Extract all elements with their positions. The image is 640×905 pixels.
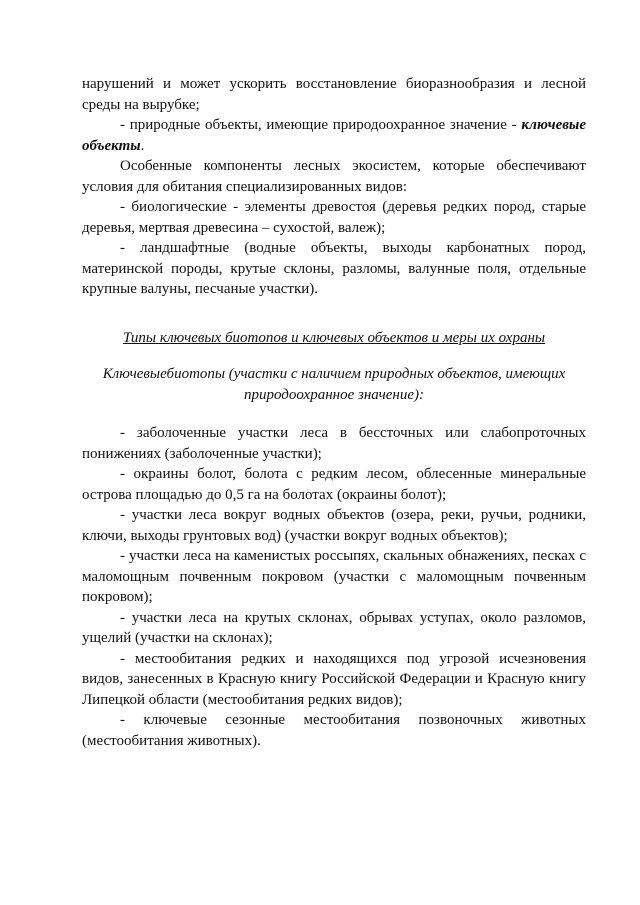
list-item: - местообитания редких и находящихся под угрозой исчезновения видов, занесенных в Красную книгу Российской Федерации и Красную книгу Липецкой области (местообитания редких видов); xyxy=(82,650,586,708)
list-item: - участки леса на каменистых россыпях, скальных обнажениях, песках с маломощным почвенным покровом (участки с маломощным почвенным покровом); xyxy=(82,548,586,605)
list-item: - окраины болот, болота с редким лесом, облесенные минеральные острова площадью до 0,5 га на болотах (окраины болот); xyxy=(82,466,586,503)
biotope-list xyxy=(82,423,586,751)
paragraph-continuation: нарушений и может ускорить восстановление биоразнообразия и лесной среды на вырубке; xyxy=(82,76,586,113)
paragraph-landscape: - ландшафтные (водные объекты, выходы карбонатных пород, материнской породы, крутые склоны, разломы, валунные поля, отдельные крупные валуны, песчаные участки). xyxy=(82,240,586,297)
list-item: - участки леса вокруг водных объектов (озера, реки, ручьи, родники, ключи, выходы грунтовых вод) (участки вокруг водных объектов); xyxy=(82,507,586,544)
list-item: - участки леса на крутых склонах, обрывах уступах, около разломов, ущелий (участки на склонах); xyxy=(82,609,586,646)
section-heading: Типы ключевых биотопов и ключевых объектов и меры их охраны xyxy=(122,329,546,346)
paragraph-natural-objects xyxy=(82,115,586,156)
paragraph-natural-objects-end: . xyxy=(140,137,145,154)
subsection-heading: Ключевыебиотопы (участки с наличием природных объектов, имеющих природоохранное значение): xyxy=(102,366,566,403)
paragraph-natural-objects-text: - природные объекты, имеющие природоохранное значение - xyxy=(120,117,522,133)
paragraph-biological: - биологические - элементы древостоя (деревья редких пород, старые деревья, мертвая древесина – сухостой, валеж); xyxy=(82,199,586,236)
paragraph-components: Особенные компоненты лесных экосистем, которые обеспечивают условия для обитания специализированных видов: xyxy=(82,158,586,195)
list-item: - ключевые сезонные местообитания позвоночных животных (местообитания животных). xyxy=(82,712,586,749)
list-item: - заболоченные участки леса в бессточных или слабопроточных понижениях (заболоченные участки); xyxy=(82,425,586,462)
spacer xyxy=(82,405,586,423)
key-objects-term: ключевые объекты xyxy=(82,117,586,154)
